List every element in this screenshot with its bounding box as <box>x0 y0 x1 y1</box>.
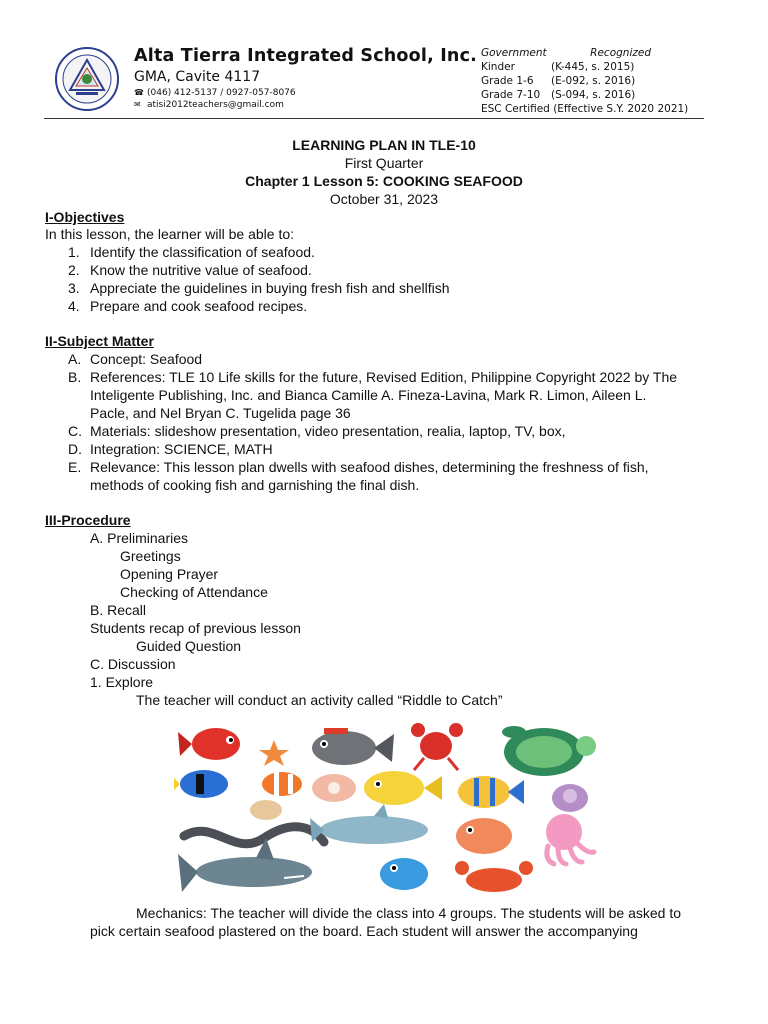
pufferfish-image <box>456 818 512 854</box>
objective-item: 3. Appreciate the guidelines in buying fresh fish and shellfish <box>68 280 450 296</box>
clownfish-image <box>262 772 302 796</box>
mechanics-line-2: pick certain seafood plastered on the board. Each student will answer the accompanying <box>90 923 638 939</box>
school-seal-logo <box>54 46 120 112</box>
mechanics-line-1: Mechanics: The teacher will divide the class into 4 groups. The students will be asked to <box>136 905 681 921</box>
lobster-image <box>411 723 463 770</box>
school-phone: ☎ (046) 412-5137 / 0927-057-8076 <box>134 88 296 98</box>
checking-attendance: Checking of Attendance <box>120 584 268 600</box>
activity-description: The teacher will conduct an activity called “Riddle to Catch” <box>136 692 503 708</box>
seafood-illustration <box>174 718 604 896</box>
sea-snail-image <box>552 784 588 812</box>
opening-prayer: Opening Prayer <box>120 566 219 582</box>
subject-item: B. References: TLE 10 Life skills for the future, Revised Edition, Philippine Copyright 2022 by The <box>68 369 678 385</box>
blue-tang-fish-image <box>174 770 228 798</box>
subject-item-continued: methods of cooking fish and garnishing the final dish. <box>90 477 420 493</box>
eel-image <box>184 827 324 844</box>
objectives-heading: I-Objectives <box>45 209 125 225</box>
recall: B. Recall <box>90 602 147 618</box>
students-recap: Students recap of previous lesson <box>90 620 301 636</box>
school-email: ✉ atisi2012teachers@gmail.com <box>134 100 284 110</box>
octopus-image <box>546 814 594 864</box>
clam-image <box>312 774 356 802</box>
discussion: C. Discussion <box>90 656 176 672</box>
objective-item: 4. Prepare and cook seafood recipes. <box>68 298 308 314</box>
objectives-intro: In this lesson, the learner will be able to: <box>45 226 295 242</box>
crab-image <box>455 861 533 892</box>
sea-turtle-image <box>502 726 596 776</box>
email-icon: ✉ <box>134 100 141 109</box>
objective-item: 2. Know the nutritive value of seafood. <box>68 262 312 278</box>
recognition-row: Grade 7-10 (S-094, s. 2016) <box>481 89 636 101</box>
yellow-fish-image <box>364 771 442 805</box>
subject-item-continued: Pacle, and Nel Bryan C. Tugelida page 36 <box>90 405 351 421</box>
objective-item: 1. Identify the classification of seafood. <box>68 244 315 260</box>
red-fish-image <box>178 728 240 760</box>
subject-matter-heading: II-Subject Matter <box>45 333 154 349</box>
recognition-row: Grade 1-6 (E-092, s. 2016) <box>481 75 636 87</box>
recognition-heading: Government Recognized <box>481 47 651 59</box>
gray-fish-image <box>312 728 394 765</box>
striped-fish-image <box>458 776 524 808</box>
esc-certified: ESC Certified (Effective S.Y. 2020 2021) <box>481 103 689 115</box>
plan-title: LEARNING PLAN IN TLE-10 <box>292 137 476 153</box>
recognition-row: Kinder (K-445, s. 2015) <box>481 61 635 73</box>
seashell-image <box>250 800 282 820</box>
subject-item: E. Relevance: This lesson plan dwells with seafood dishes, determining the freshness of fish, <box>68 459 649 475</box>
subject-item: C. Materials: slideshow presentation, video presentation, realia, laptop, TV, box, <box>68 423 566 439</box>
school-name: Alta Tierra Integrated School, Inc. <box>134 46 478 66</box>
quarter-label: First Quarter <box>344 155 424 171</box>
greetings: Greetings <box>120 548 181 564</box>
phone-icon: ☎ <box>134 88 144 97</box>
procedure-heading: III-Procedure <box>45 512 131 528</box>
dolphin-image <box>310 804 428 844</box>
subject-item: A. Concept: Seafood <box>68 351 203 367</box>
blue-fish-image <box>380 858 428 890</box>
subject-item-continued: Inteligente Publishing, Inc. and Bianca Camille A. Fineza-Lavina, Mark R. Limon, Aileen L. <box>90 387 647 403</box>
guided-question: Guided Question <box>136 638 242 654</box>
plan-date: October 31, 2023 <box>329 191 439 207</box>
recognition-block <box>481 46 688 116</box>
preliminaries: A. Preliminaries <box>90 530 189 546</box>
starfish-image <box>259 740 289 766</box>
header-divider <box>44 118 704 119</box>
explore: 1. Explore <box>90 674 154 690</box>
subject-item: D. Integration: SCIENCE, MATH <box>68 441 273 457</box>
lesson-title: Chapter 1 Lesson 5: COOKING SEAFOOD <box>245 173 523 189</box>
school-address: GMA, Cavite 4117 <box>134 69 261 85</box>
